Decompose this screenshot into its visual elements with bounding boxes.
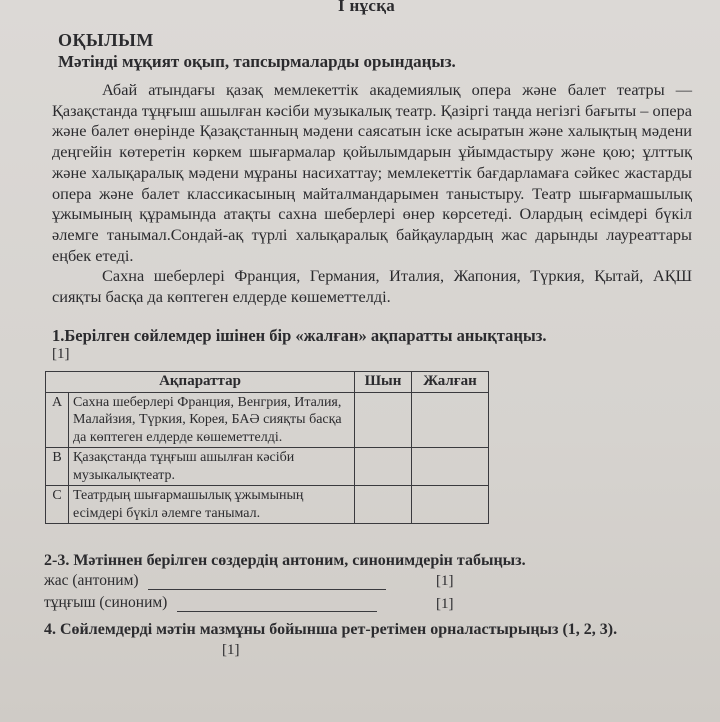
table-row <box>46 486 489 524</box>
synonym-row <box>44 594 377 612</box>
section-heading: ОҚЫЛЫМ <box>58 30 154 50</box>
antonym-mark: [1] <box>436 573 454 589</box>
true-false-table <box>45 371 489 524</box>
antonym-answer-line[interactable] <box>148 575 386 590</box>
reading-passage <box>52 80 692 308</box>
synonym-mark: [1] <box>436 596 454 612</box>
header-true: Шын <box>355 372 412 393</box>
question-4-mark: [1] <box>222 642 240 658</box>
variant-label: I нұсқа <box>338 0 396 15</box>
table-row <box>46 448 489 486</box>
synonym-answer-line[interactable] <box>177 597 377 612</box>
synonym-label: тұңғыш (синоним) <box>44 594 168 611</box>
false-answer-cell[interactable] <box>412 486 489 524</box>
false-answer-cell[interactable] <box>412 448 489 486</box>
true-answer-cell[interactable] <box>355 448 412 486</box>
row-letter: B <box>46 448 69 486</box>
false-answer-cell[interactable] <box>412 392 489 448</box>
passage-paragraph-2: Сахна шеберлері Франция, Германия, Италия, Жапония, Түркия, Қытай, АҚШ сияқты басқа да көптеген елдерде көшеметтелді. <box>52 266 692 307</box>
row-statement: Театрдың шығармашылық ұжымының есімдері бүкіл әлемге танымал. <box>69 486 355 524</box>
row-letter: A <box>46 392 69 448</box>
question-2-3-text: 2-3. Мәтіннен берілген сөздердің антоним, синонимдерін табыңыз. <box>44 552 526 569</box>
question-1-mark: [1] <box>52 346 70 362</box>
row-statement: Сахна шеберлері Франция, Венгрия, Италия, Малайзия, Түркия, Корея, БАӘ сияқты басқа да көптеген елдерде көшеметтелді. <box>69 392 355 448</box>
passage-paragraph-1: Абай атындағы қазақ мемлекеттік академиялық опера және балет театры — Қазақстанда тұңғыш ашылған кәсіби музыкалық театр. Қазіргі таңда негізгі бағыты – опера және балет өнерінде Қазақстанның мәдени саясатын іске асыратын және халықтың мәдени деңгейін көтеретін көркем шығармалар қойылымдарын ұйымдастыру және қою; ұлттық және халықаралық мәдени мұраны насихаттау; мемлекеттік бағдарламаға сәйкес жастарды опера және балет классикасының майталмандарымен таныстыру. Театр шығармашылық ұжымының құрамында атақты сахна шеберлері өнер көрсетеді. Олардың есімдері бүкіл әлемге танымал.Сондай-ақ түрлі халықаралық байқаулардың жас дарынды лауреаттары еңбек етеді. <box>52 80 692 265</box>
question-4-text: 4. Сөйлемдерді мәтін мазмұны бойынша рет-ретімен орналастырыңыз (1, 2, 3). <box>44 621 618 638</box>
antonym-row <box>44 572 386 590</box>
header-information: Ақпараттар <box>46 372 355 393</box>
true-answer-cell[interactable] <box>355 392 412 448</box>
table-row <box>46 392 489 448</box>
true-answer-cell[interactable] <box>355 486 412 524</box>
reading-instruction: Мәтінді мұқият оқып, тапсырмаларды орындаңыз. <box>58 52 456 71</box>
row-statement: Қазақстанда тұңғыш ашылған кәсіби музыкалықтеатр. <box>69 448 355 486</box>
header-false: Жалған <box>412 372 489 393</box>
question-1-text: 1.Берілген сөйлемдер ішінен бір «жалған» ақпаратты анықтаңыз. <box>52 326 547 345</box>
antonym-label: жас (антоним) <box>44 572 139 589</box>
row-letter: C <box>46 486 69 524</box>
